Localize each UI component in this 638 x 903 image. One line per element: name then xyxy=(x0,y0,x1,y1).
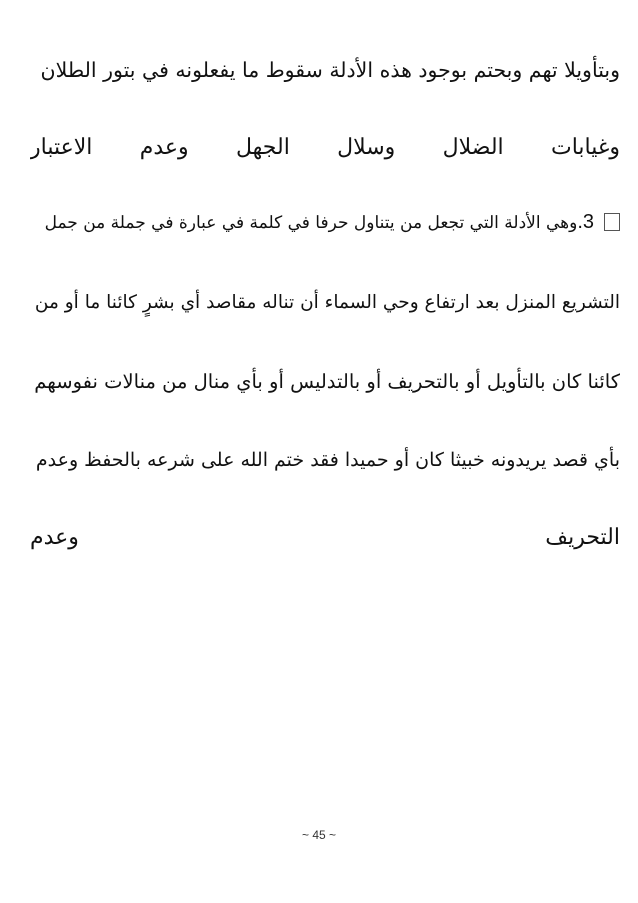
word: وعدم xyxy=(30,525,79,550)
word: الضلال xyxy=(442,135,504,160)
text-line-1: وبتأويلا تهم وبحتم بوجود هذه الأدلة سقوط ما يفعلونه في بتور الطلان xyxy=(40,58,620,82)
list-item-text: وهي الأدلة التي تجعل من يتناول حرفا في كلمة في عبارة في جملة من جمل xyxy=(44,213,578,233)
page-number: ~ 45 ~ xyxy=(301,828,337,842)
word: وغيابات xyxy=(550,135,620,160)
text-line-3 xyxy=(30,202,620,242)
word: وعدم xyxy=(139,135,189,160)
word: وسلال xyxy=(337,135,396,160)
text-line-2 xyxy=(30,128,620,168)
text-line-6: بأي قصد يريدونه خبيثا كان أو حميدا فقد ختم الله على شرعه بالحفظ وعدم xyxy=(35,449,620,471)
list-item-number: 3. xyxy=(577,211,594,233)
word: التحريف xyxy=(545,525,620,550)
bullet-box-icon xyxy=(604,213,620,231)
text-line-4: التشريع المنزل بعد ارتفاع وحي السماء أن تناله مقاصد أي بشرٍ كائنا ما أو من xyxy=(34,292,620,313)
word: الاعتبار xyxy=(30,135,93,160)
text-line-5: كائنا كان بالتأويل أو بالتحريف أو بالتدليس أو بأي منال من منالات نفوسهم xyxy=(34,370,620,393)
text-line-7 xyxy=(30,518,620,558)
word: الجهل xyxy=(235,135,290,160)
